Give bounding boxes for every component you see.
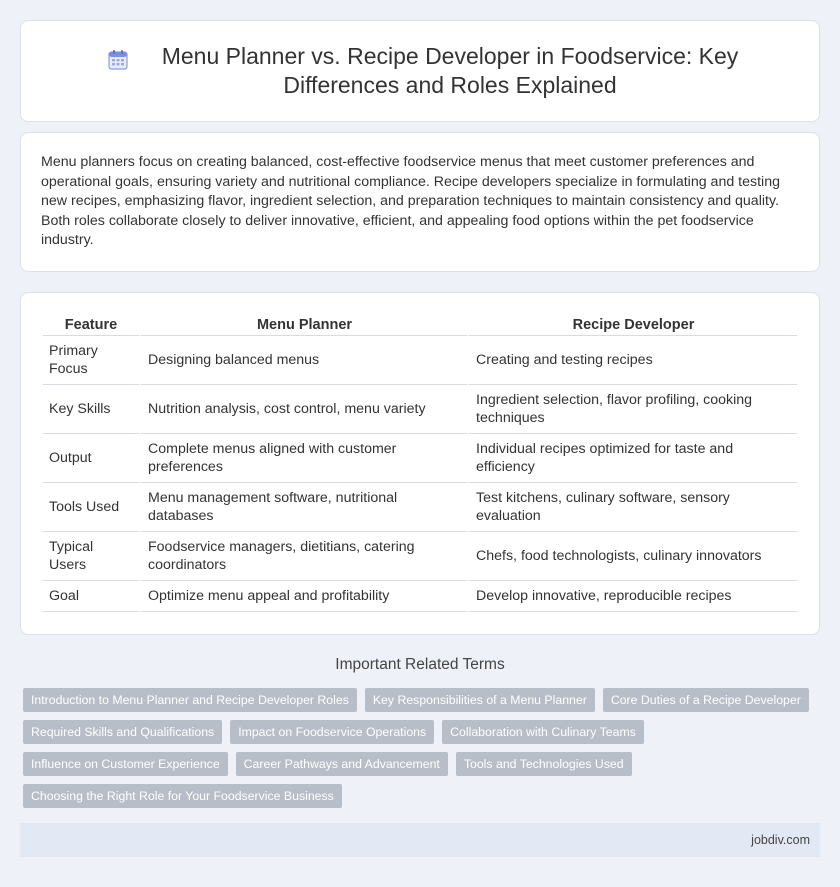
menu-planner-cell: Designing balanced menus (139, 336, 467, 385)
related-term-tag[interactable]: Key Responsibilities of a Menu Planner (365, 688, 595, 712)
feature-cell: Typical Users (43, 532, 139, 581)
related-term-tag[interactable]: Core Duties of a Recipe Developer (603, 688, 809, 712)
table-row (43, 581, 797, 612)
intro-paragraph: Menu planners focus on creating balanced, cost-effective foodservice menus that meet customer preferences and operational goals, ensuring variety and nutritional compliance. Recipe developers specialize in formulating and testing new recipes, emphasizing flavor, ingredient selection, and preparation techniques to maintain consistency and quality. Both roles collaborate closely to deliver innovative, efficient, and appealing food options within the pet foodservice industry. (41, 154, 780, 249)
feature-cell: Key Skills (43, 385, 139, 434)
recipe-developer-cell: Individual recipes optimized for taste and efficiency (467, 434, 797, 483)
feature-cell: Output (43, 434, 139, 483)
column-header-menu-planner: Menu Planner (139, 313, 467, 336)
page-title: Menu Planner vs. Recipe Developer in Foodservice: Key Differences and Roles Explained (161, 43, 739, 98)
header-card (20, 20, 820, 122)
footer-site-link[interactable]: jobdiv.com (751, 833, 810, 847)
related-term-tag[interactable]: Introduction to Menu Planner and Recipe Developer Roles (23, 688, 357, 712)
table-header-row (43, 313, 797, 336)
feature-cell: Primary Focus (43, 336, 139, 385)
related-term-tag[interactable]: Impact on Foodservice Operations (230, 720, 434, 744)
intro-card (20, 132, 820, 272)
menu-planner-cell: Foodservice managers, dietitians, catering coordinators (139, 532, 467, 581)
related-term-tag[interactable]: Career Pathways and Advancement (236, 752, 448, 776)
recipe-developer-cell: Chefs, food technologists, culinary innovators (467, 532, 797, 581)
table-row (43, 434, 797, 483)
menu-planner-cell: Complete menus aligned with customer preferences (139, 434, 467, 483)
comparison-table-card (20, 292, 820, 635)
table-row (43, 532, 797, 581)
menu-planner-cell: Menu management software, nutritional databases (139, 483, 467, 532)
menu-planner-cell: Optimize menu appeal and profitability (139, 581, 467, 612)
feature-cell: Goal (43, 581, 139, 612)
table-row (43, 385, 797, 434)
table-row (43, 483, 797, 532)
related-term-tag[interactable]: Choosing the Right Role for Your Foodservice Business (23, 784, 342, 808)
related-term-tag[interactable]: Influence on Customer Experience (23, 752, 228, 776)
related-terms-list (23, 688, 823, 808)
related-term-tag[interactable]: Required Skills and Qualifications (23, 720, 222, 744)
table-row (43, 336, 797, 385)
recipe-developer-cell: Test kitchens, culinary software, sensory evaluation (467, 483, 797, 532)
feature-cell: Tools Used (43, 483, 139, 532)
comparison-table (43, 313, 797, 612)
related-term-tag[interactable]: Tools and Technologies Used (456, 752, 632, 776)
recipe-developer-cell: Creating and testing recipes (467, 336, 797, 385)
footer (20, 823, 820, 857)
related-terms-heading: Important Related Terms (335, 656, 505, 673)
column-header-recipe-developer: Recipe Developer (467, 313, 797, 336)
related-term-tag[interactable]: Collaboration with Culinary Teams (442, 720, 644, 744)
column-header-feature: Feature (43, 313, 139, 336)
recipe-developer-cell: Ingredient selection, flavor profiling, cooking techniques (467, 385, 797, 434)
recipe-developer-cell: Develop innovative, reproducible recipes (467, 581, 797, 612)
menu-planner-cell: Nutrition analysis, cost control, menu variety (139, 385, 467, 434)
